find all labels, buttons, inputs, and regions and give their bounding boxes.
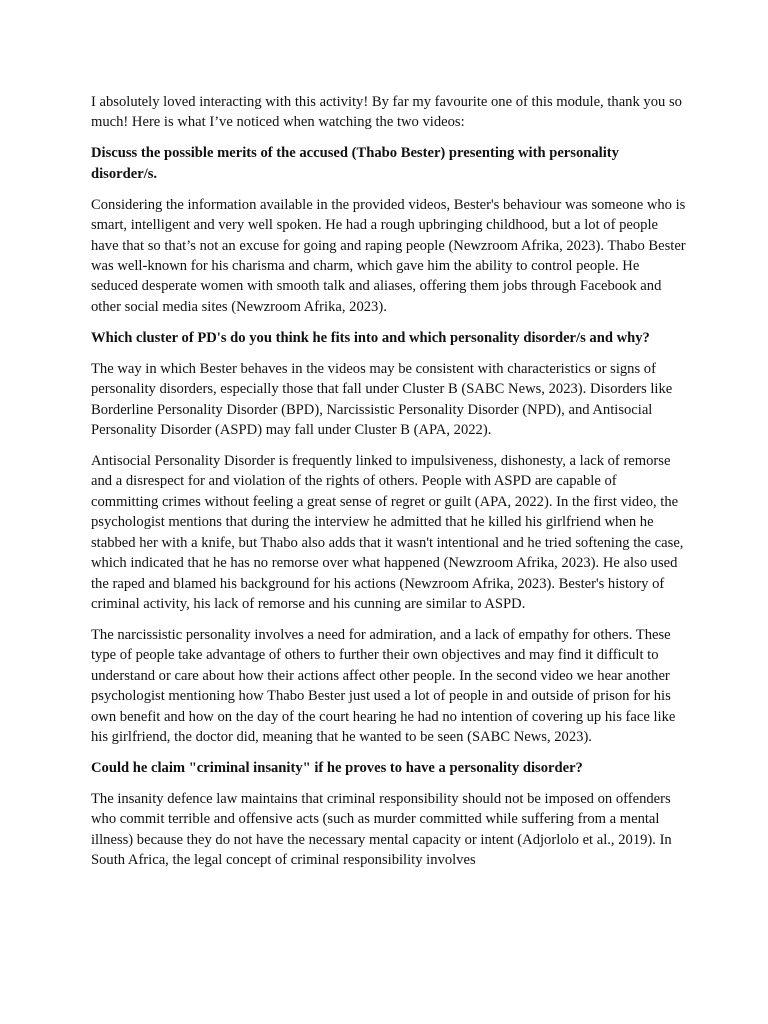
document-page (91, 92, 687, 881)
question-heading-cluster: Which cluster of PD's do you think he fits into and which personality disorder/s and why? (91, 329, 650, 346)
paragraph-behaviour: Considering the information available in the provided videos, Bester's behaviour was someone who is smart, intelligent and very well spoken. He had a rough upbringing childhood, but a lot of people have that so that’s not an excuse for going and raping people (Newzroom Afrika, 2023). Thabo Bester was well-known for his charisma and charm, which gave him the ability to control people. He seduced desperate women with smooth talk and aliases, offering them jobs through Facebook and other social media sites (Newzroom Afrika, 2023). (91, 196, 686, 315)
question-heading-insanity: Could he claim "criminal insanity" if he proves to have a personality disorder? (91, 759, 583, 776)
paragraph-insanity-defence: The insanity defence law maintains that criminal responsibility should not be imposed on offenders who commit terrible and offensive acts (such as murder committed while suffering from a mental illness) because they do not have the necessary mental capacity or intent (Adjorlolo et al., 2019). In South Africa, the legal concept of criminal responsibility involves (91, 790, 672, 869)
question-heading-merits: Discuss the possible merits of the accused (Thabo Bester) presenting with personality disorder/s. (91, 145, 619, 182)
paragraph-cluster-b: The way in which Bester behaves in the videos may be consistent with characteristics or signs of personality disorders, especially those that fall under Cluster B (SABC News, 2023). Disorders like Borderline Personality Disorder (BPD), Narcissistic Personality Disorder (NPD), and Antisocial Personality Disorder (ASPD) may fall under Cluster B (APA, 2022). (91, 360, 673, 439)
paragraph-narcissistic: The narcissistic personality involves a need for admiration, and a lack of empathy for others. These type of people take advantage of others to further their own objectives and may find it difficult to understand or care about how their actions affect other people. In the second video we hear another psychologist mentioning how Thabo Bester just used a lot of people in and outside of prison for his own benefit and how on the day of the court hearing he had no intention of covering up his face like his girlfriend, the doctor did, meaning that he wanted to be seen (SABC News, 2023). (91, 626, 676, 745)
paragraph-aspd: Antisocial Personality Disorder is frequently linked to impulsiveness, dishonesty, a lack of remorse and a disrespect for and violation of the rights of others. People with ASPD are capable of committing crimes without feeling a great sense of regret or guilt (APA, 2022). In the first video, the psychologist mentions that during the interview he admitted that he killed his girlfriend when he stabbed her with a knife, but Thabo also adds that it wasn't intentional and he tried softening the case, which indicated that he has no remorse over what happened (Newzroom Afrika, 2023). He also used the raped and blamed his background for his actions (Newzroom Afrika, 2023). Bester's history of criminal activity, his lack of remorse and his cunning are similar to ASPD. (91, 453, 684, 612)
intro-paragraph: I absolutely loved interacting with this activity! By far my favourite one of this module, thank you so much! Here is what I’ve noticed when watching the two videos: (91, 94, 682, 131)
